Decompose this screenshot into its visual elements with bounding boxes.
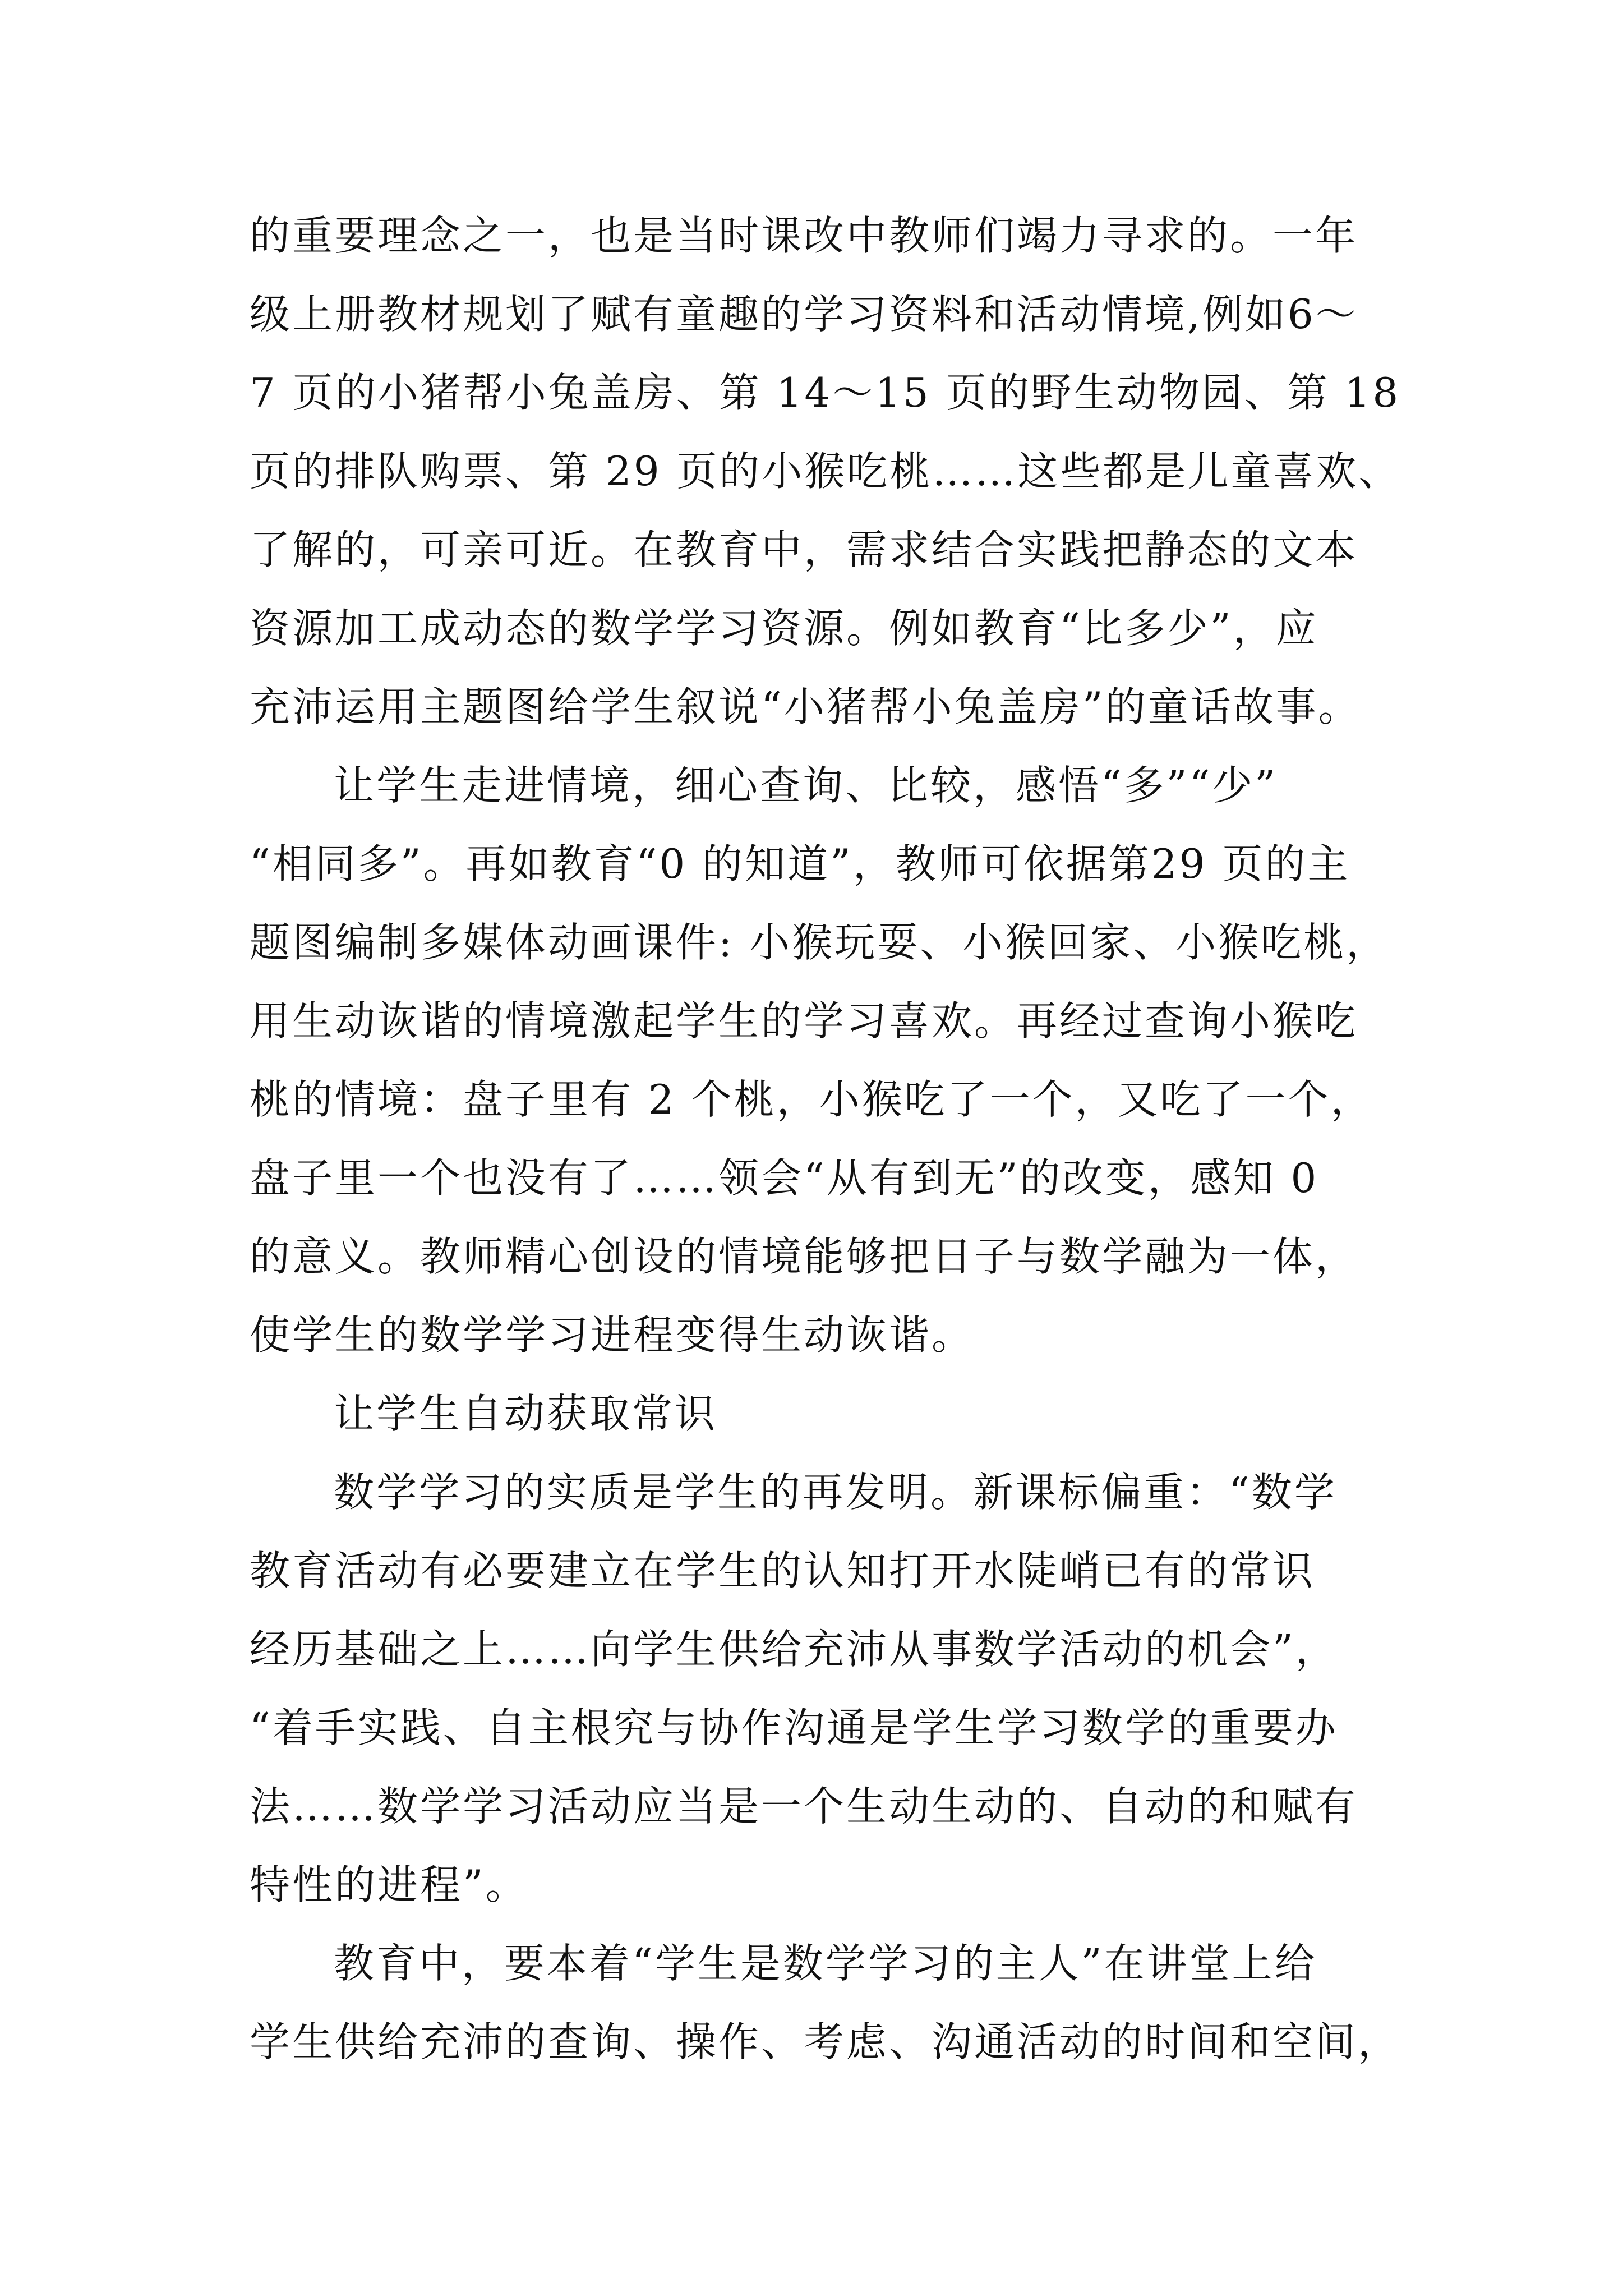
text-line: “相同多”。再如教育“0 的知道”，教师可依据第29 页的主	[250, 840, 1350, 887]
paragraph-start: 数学学习的实质是学生的再发明。新课标偏重：“数学	[334, 1469, 1337, 1516]
text-line: 特性的进程”。	[250, 1861, 528, 1908]
text-line: 盘子里一个也没有了……领会“从有到无”的改变，感知 0	[250, 1154, 1319, 1202]
text-line: 学生供给充沛的查询、操作、考虑、沟通活动的时间和空间，	[250, 2018, 1401, 2065]
text-line: 桃的情境：盘子里有 2 个桃，小猴吃了一个，又吃了一个，	[250, 1076, 1373, 1123]
text-line: 充沛运用主题图给学生叙说“小猪帮小兔盖房”的童话故事。	[250, 683, 1361, 730]
text-line: 题图编制多媒体动画课件: 小猴玩耍、小猴回家、小猴吃桃，	[250, 919, 1389, 966]
text-line: 的重要理念之一，也是当时课改中教师们竭力寻求的。一年	[250, 212, 1358, 259]
text-line: 页的排队购票、第 29 页的小猴吃桃……这些都是儿童喜欢、	[250, 448, 1401, 495]
text-line: 7 页的小猪帮小兔盖房、第 14～15 页的野生动物园、第 18	[250, 369, 1401, 416]
text-line: 用生动诙谐的情境激起学生的学习喜欢。再经过查询小猴吃	[250, 997, 1358, 1045]
paragraph-start: 教育中，要本着“学生是数学学习的主人”在讲堂上给	[334, 1940, 1317, 1987]
text-line: 使学生的数学学习进程变得生动诙谐。	[250, 1312, 975, 1359]
text-line: 教育活动有必要建立在学生的认知打开水陡峭已有的常识	[250, 1547, 1316, 1594]
text-line: “着手实践、自主根究与协作沟通是学生学习数学的重要办	[250, 1704, 1338, 1751]
paragraph-start: 让学生走进情境，细心查询、比较，感悟“多”“少”	[334, 762, 1278, 809]
text-line: 经历基础之上……向学生供给充沛从事数学活动的机会”，	[250, 1626, 1338, 1673]
text-line: 了解的，可亲可近。在教育中，需求结合实践把静态的文本	[250, 526, 1358, 573]
text-line: 资源加工成动态的数学学习资源。例如教育“比多少”，应	[250, 605, 1318, 652]
text-line: 法……数学学习活动应当是一个生动生动的、自动的和赋有	[250, 1783, 1358, 1830]
section-heading: 让学生自动获取常识	[334, 1390, 718, 1437]
text-line: 级上册教材规划了赋有童趣的学习资料和活动情境,例如6～	[250, 291, 1358, 338]
text-line: 的意义。教师精心创设的情境能够把日子与数学融为一体，	[250, 1233, 1358, 1280]
